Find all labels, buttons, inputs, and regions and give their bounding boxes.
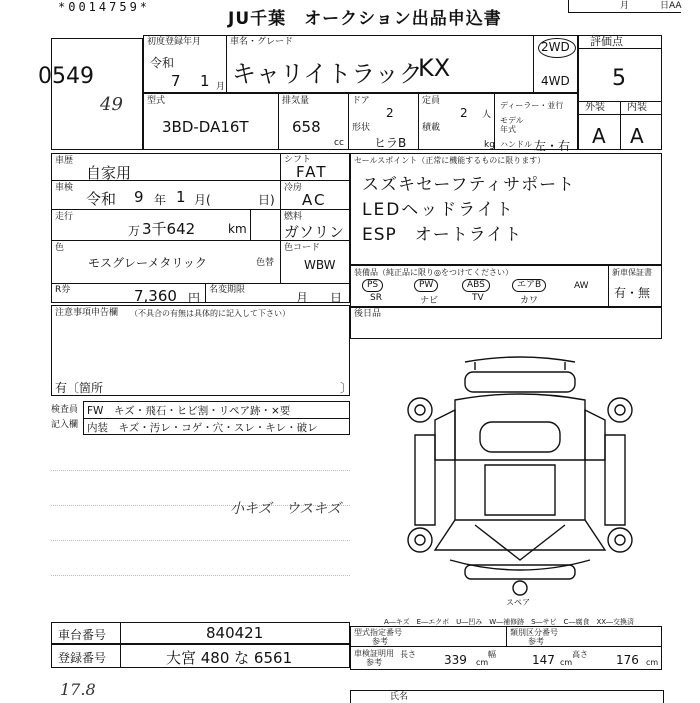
model-type: 3BD-DA16T: [162, 118, 249, 136]
cert-label: 車検証明用: [354, 649, 394, 658]
color-name: モスグレーメタリック: [88, 256, 207, 270]
plate-label: 登録番号: [58, 651, 107, 665]
shape-label: 形状: [352, 123, 371, 133]
damage-legend: A―キズ E―エクボ U―凹み W―補修跡 S―サビ C―腐食 XX―交換済: [384, 618, 635, 626]
plate-number: 大宮 480 な 6561: [166, 649, 293, 667]
rating-score: 5: [612, 66, 626, 91]
length: 339: [444, 653, 467, 667]
equipment-label: 装備品（純正品に限り◎をつけてください）: [354, 268, 513, 277]
exterior-label: 外装: [585, 102, 605, 113]
inspector-label-1: 検査員: [51, 405, 79, 415]
reg-year: 7: [171, 72, 181, 90]
name-change-month: 月: [296, 291, 309, 305]
capacity: 2: [460, 106, 468, 120]
color-label: 色: [55, 243, 65, 253]
warranty-value: 有・無: [614, 286, 651, 300]
reg-month: 1: [200, 72, 210, 90]
equip-tv: TV: [472, 293, 484, 303]
barcode-number: *0014759*: [58, 0, 151, 14]
notes-sub: （不具合の有無は具体的に記入して下さい）: [130, 309, 290, 318]
length-label: 長さ: [400, 650, 416, 659]
cert-ref: 参考: [366, 658, 382, 667]
form-title: JU千葉 オークション出品申込書: [228, 9, 502, 29]
body-shape: ヒラB: [374, 136, 407, 150]
height-label: 高さ: [572, 650, 588, 659]
model-year-label: モデル年式: [500, 116, 524, 134]
height-unit: cm: [646, 658, 659, 667]
inspection-year: 9: [134, 188, 144, 206]
equip-abs: ABS: [462, 279, 490, 292]
width: 147: [532, 653, 555, 667]
notes-label: 注意事項申告欄: [55, 308, 119, 318]
mileage-unit: km: [228, 222, 247, 236]
shift-value: FAT: [296, 163, 328, 181]
handle: 左・右: [534, 139, 571, 153]
damage-note: 小キズ ウスキズ: [230, 501, 342, 517]
equip-navi: ナビ: [420, 296, 439, 306]
rating-label: 評価点: [590, 35, 623, 48]
equip-sr: SR: [370, 293, 382, 303]
ac-value: AC: [302, 191, 327, 209]
inspector-row-1: FW キズ・飛石・ヒビ割・リペア跡・×要: [87, 405, 291, 417]
mileage-label: 走行: [55, 212, 74, 222]
bottom-note: 17.8: [60, 680, 96, 699]
class-label: 類別区分番号: [510, 628, 558, 637]
chassis-label: 車台番号: [58, 628, 107, 642]
color-code-label: 色コード: [284, 243, 321, 253]
fuel-label: 燃料: [284, 212, 303, 222]
capacity-unit: 人: [482, 110, 492, 120]
type-cert-ref: 参考: [372, 637, 388, 646]
door-count: 2: [386, 106, 394, 120]
dealer-label: ディーラー・並行: [500, 101, 564, 110]
first-reg-label: 初度登録年月: [147, 37, 202, 47]
inspector-row-2: 内装 キズ・汚レ・コゲ・穴・スレ・キレ・破レ: [87, 422, 318, 434]
interior-grade: A: [630, 124, 644, 148]
load-label: 積載: [422, 123, 441, 133]
color-code: WBW: [304, 258, 336, 272]
reg-month-unit: 月: [216, 82, 226, 92]
inspection-month-unit: 月(: [194, 193, 211, 207]
name-change-day: 日: [330, 291, 343, 305]
lot-number: 0549: [38, 64, 94, 89]
equip-leather: カワ: [520, 296, 539, 306]
date-month: 月: [620, 1, 630, 11]
inspection-label: 車検: [55, 183, 74, 193]
door-label: ドア: [352, 96, 370, 106]
type-label: 型式: [147, 96, 166, 106]
drive-2wd: 2WD: [541, 40, 570, 54]
inspection-day-unit: 日): [258, 193, 275, 207]
car-name: キャリイトラック: [232, 60, 423, 88]
length-unit: cm: [476, 658, 489, 667]
signature-label: 氏名: [390, 692, 409, 702]
chassis-number: 840421: [206, 624, 264, 642]
displacement-unit: cc: [334, 138, 344, 148]
exterior-grade: A: [592, 124, 606, 148]
selling-point-3: ESP オートライト: [362, 225, 523, 245]
history-value: 自家用: [86, 164, 132, 182]
equip-pw: PW: [414, 279, 438, 292]
margin-note: 49: [100, 94, 123, 115]
recycle-unit: 円: [188, 291, 201, 305]
displacement: 658: [292, 118, 321, 136]
color-change-label: 色替: [256, 258, 275, 268]
equip-aw: AW: [574, 281, 589, 291]
load-unit: kg: [484, 140, 495, 150]
height: 176: [616, 653, 639, 667]
recycle-label: R券: [55, 285, 71, 295]
rear-items-label: 後日品: [354, 309, 382, 319]
mileage-man: 万: [128, 224, 141, 238]
mileage: 3千642: [142, 220, 196, 238]
inspector-label-2: 記入欄: [51, 420, 79, 430]
name-change-label: 名変期限: [209, 285, 246, 295]
repair-history: 有〔箇所: [55, 381, 104, 395]
repair-end: 〕: [340, 381, 353, 395]
warranty-label: 新車保証書: [612, 268, 652, 277]
lot-box: [51, 38, 143, 150]
class-ref: 参考: [528, 637, 544, 646]
recycle-fee: 7,360: [134, 287, 177, 305]
interior-label: 内装: [627, 102, 647, 113]
spare-label: スペア: [506, 598, 530, 607]
rear-items-box: [350, 307, 662, 339]
width-label: 幅: [488, 650, 496, 659]
drive-4wd: 4WD: [541, 74, 570, 88]
selling-point-1: スズキセーフティサポート: [362, 175, 576, 195]
reg-era: 令和: [150, 56, 175, 70]
handle-label: ハンドル: [500, 140, 532, 149]
capacity-label: 定員: [422, 96, 441, 106]
car-grade: KX: [418, 54, 451, 82]
vehicle-diagram: [405, 350, 635, 600]
displacement-label: 排気量: [282, 96, 310, 106]
inspection-era: 令和: [86, 190, 117, 208]
history-label: 車歴: [55, 156, 74, 166]
selling-points-label: セールスポイント（正常に機能するものに限ります）: [354, 156, 546, 165]
inspection-month: 1: [176, 188, 186, 206]
fuel-value: ガソリン: [284, 223, 345, 241]
type-cert-label: 型式指定番号: [354, 628, 402, 637]
date-day: 日AA: [660, 1, 682, 11]
inspection-year-unit: 年: [154, 193, 167, 207]
ac-label: 冷房: [284, 183, 303, 193]
car-name-label: 車名・グレード: [230, 37, 294, 47]
shift-label: シフト: [284, 155, 312, 165]
equip-ps: PS: [362, 279, 383, 292]
equip-airbag: エアB: [512, 279, 546, 292]
width-unit: cm: [560, 658, 573, 667]
selling-point-2: LEDヘッドライト: [362, 200, 515, 220]
